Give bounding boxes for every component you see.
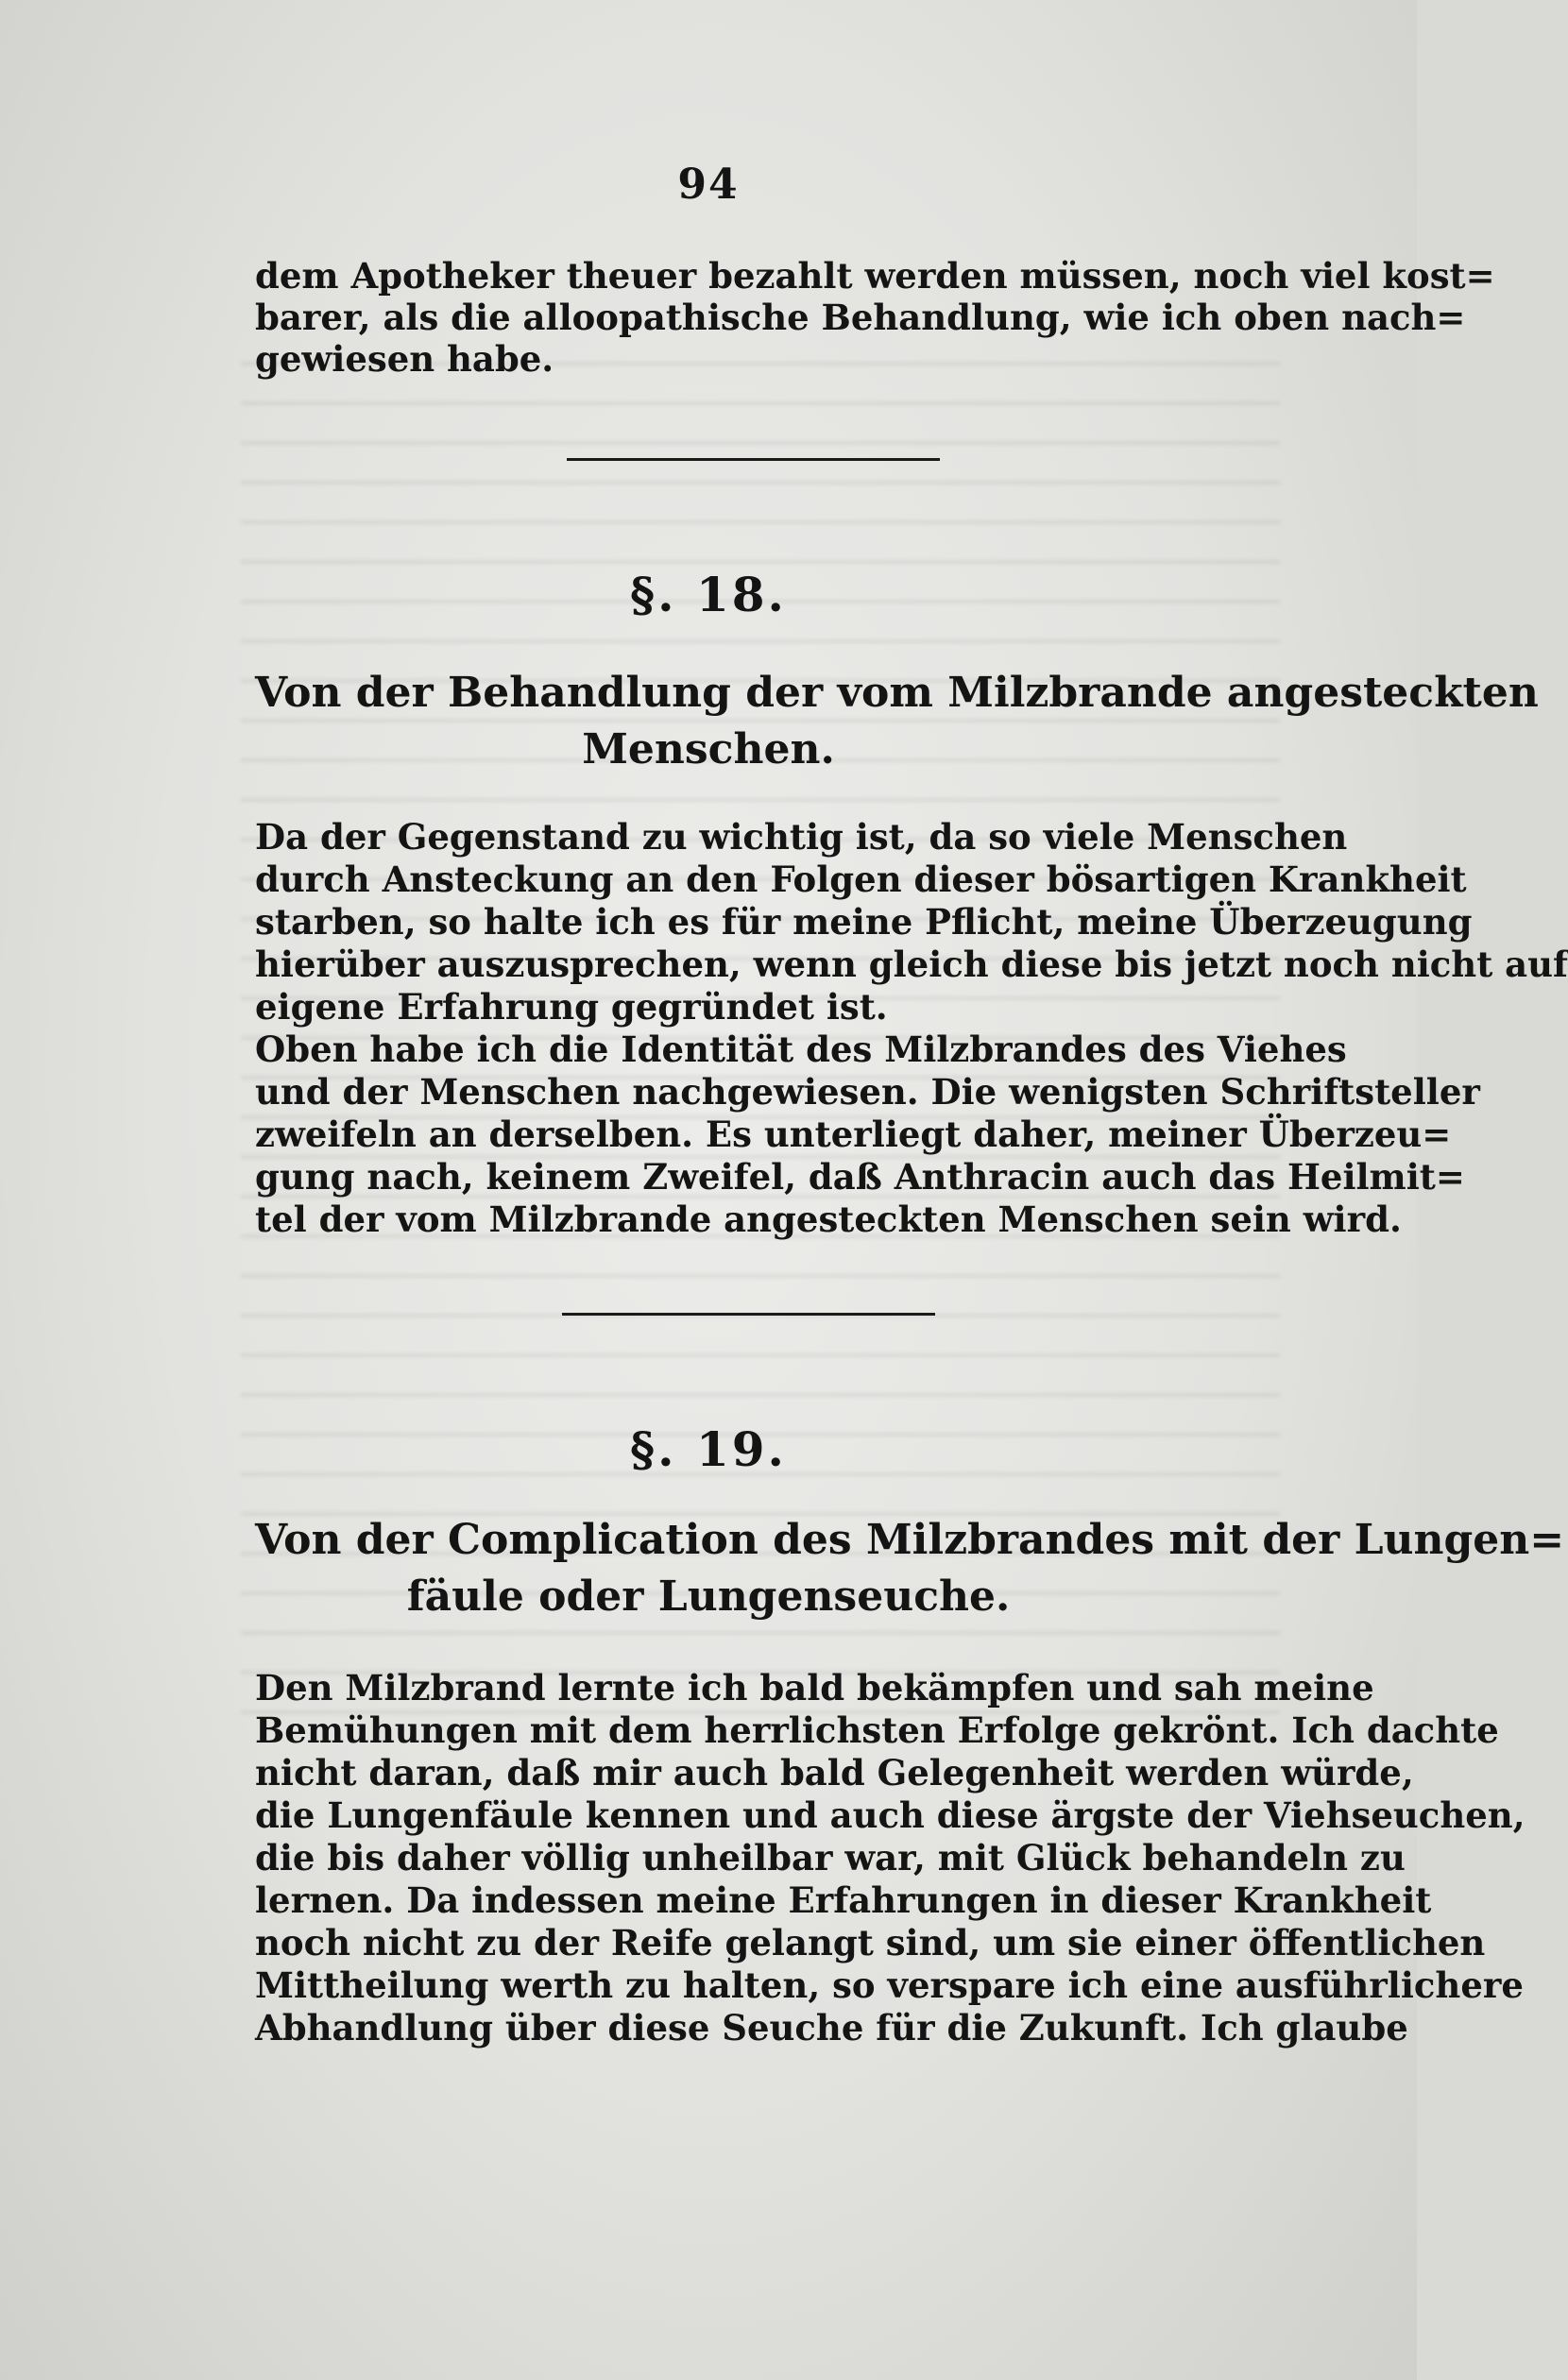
section-19-number: §. 19. — [630, 1421, 787, 1477]
intro-line: barer, als die alloopathische Behandlung, wie ich oben nach= — [255, 297, 1466, 338]
section-19-line: Abhandlung über diese Seuche für die Zukunft. Ich glaube — [255, 2007, 1408, 2048]
section-19-line: Mittheilung werth zu halten, so verspare ich eine ausführlichere — [255, 1964, 1524, 2006]
section-18-line: zweifeln an derselben. Es unterliegt daher, meiner Überzeu= — [255, 1114, 1452, 1155]
section-19-line: nicht daran, daß mir auch bald Gelegenheit werden würde, — [255, 1752, 1414, 1794]
section-18-line: hierüber auszusprechen, wenn gleich diese bis jetzt noch nicht auf — [255, 944, 1568, 985]
section-divider — [562, 1313, 935, 1316]
section-19-line: lernen. Da indessen meine Erfahrungen in dieser Krankheit — [255, 1879, 1432, 1921]
section-18-heading: Menschen. — [582, 725, 835, 774]
intro-line: dem Apotheker theuer bezahlt werden müssen, noch viel kost= — [255, 255, 1495, 297]
section-19-line: die Lungenfäule kennen und auch diese ärgste der Viehseuchen, — [255, 1794, 1525, 1836]
section-19-heading: fäule oder Lungenseuche. — [406, 1572, 1011, 1621]
section-18-line: gung nach, keinem Zweifel, daß Anthracin auch das Heilmit= — [255, 1156, 1465, 1198]
page-number: 94 — [677, 161, 740, 209]
section-19-line: noch nicht zu der Reife gelangt sind, um sie einer öffentlichen — [255, 1922, 1486, 1964]
section-18-line: Da der Gegenstand zu wichtig ist, da so viele Menschen — [255, 816, 1348, 858]
section-18-line: und der Menschen nachgewiesen. Die wenigsten Schriftsteller — [255, 1071, 1480, 1113]
section-divider — [567, 458, 940, 461]
section-19-line: Bemühungen mit dem herrlichsten Erfolge gekrönt. Ich dachte — [255, 1709, 1499, 1751]
section-18-heading: Von der Behandlung der vom Milzbrande angesteckten — [255, 669, 1539, 717]
section-18-line: eigene Erfahrung gegründet ist. — [255, 986, 888, 1028]
section-19-heading: Von der Complication des Milzbrandes mit der Lungen= — [255, 1516, 1565, 1564]
section-19-line: die bis daher völlig unheilbar war, mit Glück behandeln zu — [255, 1837, 1406, 1878]
section-18-line: durch Ansteckung an den Folgen dieser bösartigen Krankheit — [255, 858, 1467, 900]
section-18-line: Oben habe ich die Identität des Milzbrandes des Viehes — [255, 1028, 1347, 1070]
section-18-line: starben, so halte ich es für meine Pflicht, meine Überzeugung — [255, 901, 1473, 943]
section-18-number: §. 18. — [630, 567, 787, 622]
section-19-line: Den Milzbrand lernte ich bald bekämpfen und sah meine — [255, 1667, 1374, 1708]
section-18-line: tel der vom Milzbrande angesteckten Menschen sein wird. — [255, 1198, 1402, 1240]
intro-line: gewiesen habe. — [255, 338, 554, 380]
